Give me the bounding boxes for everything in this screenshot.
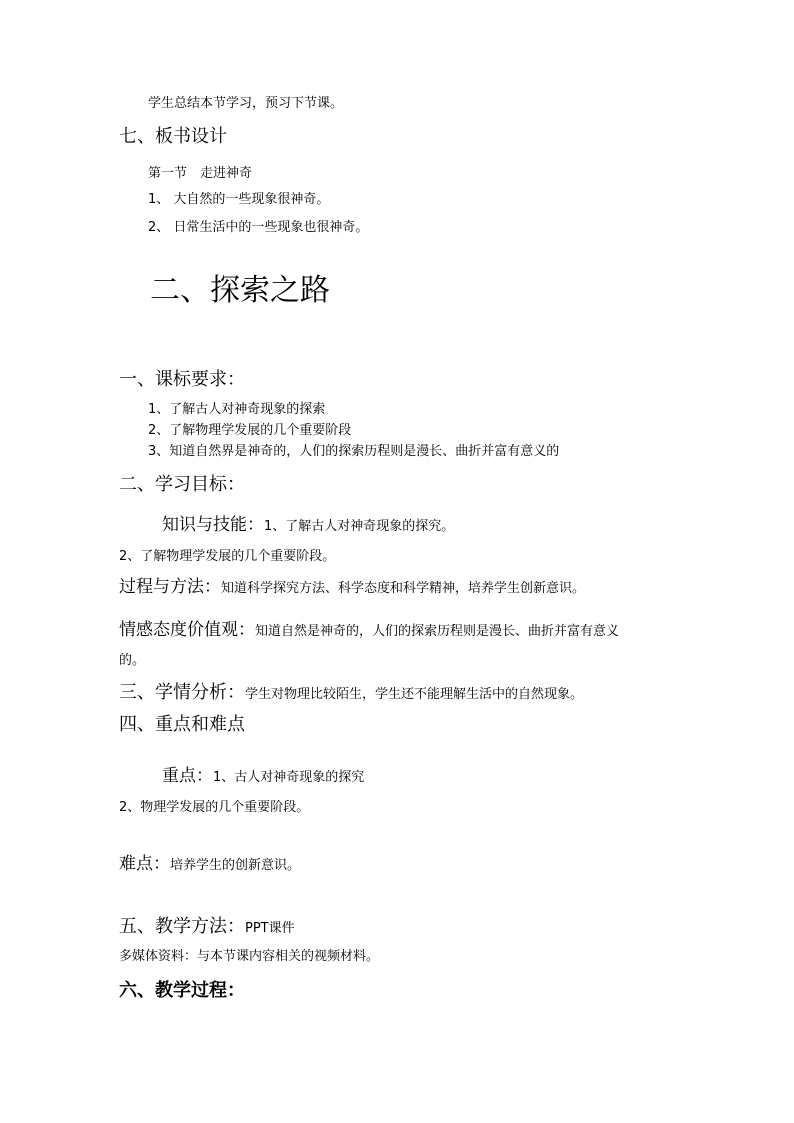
requirement-item-3: 3、知道自然界是神奇的，人们的探索历程则是漫长、曲折并富有意义的 — [148, 444, 560, 459]
key-points-text-2: 2、物理学发展的几个重要阶段。 — [119, 800, 310, 815]
process-methods-text: 知道科学探究方法、科学态度和科学精神，培养学生创新意识。 — [221, 581, 586, 596]
teaching-method-heading: 五、教学方法： — [119, 916, 245, 937]
summary-text: 学生总结本节学习，预习下节课。 — [148, 96, 344, 111]
key-points-label: 重点： — [162, 766, 213, 786]
requirement-item-1: 1、了解古人对神奇现象的探索 — [148, 402, 326, 417]
teaching-process-heading: 六、教学过程： — [119, 980, 245, 1001]
process-methods-label: 过程与方法： — [119, 577, 221, 597]
emotion-values-text-2: 的。 — [119, 653, 146, 668]
board-item-1: 1、 大自然的一些现象很神奇。 — [148, 192, 330, 207]
knowledge-skills-text-2: 2、了解物理学发展的几个重要阶段。 — [119, 549, 336, 564]
emotion-values-text: 知道自然是神奇的，人们的探索历程则是漫长、曲折并富有意义 — [255, 624, 620, 639]
board-heading: 第一节 走进神奇 — [148, 166, 253, 181]
curriculum-requirements-heading: 一、课标要求： — [119, 369, 245, 390]
emotion-values-label: 情感态度价值观： — [119, 620, 255, 640]
difficult-points-line — [119, 856, 300, 873]
knowledge-skills-text: 1、了解古人对神奇现象的探究。 — [264, 519, 455, 534]
key-points-line — [162, 768, 364, 785]
emotion-values-line — [119, 622, 619, 639]
learner-analysis-line — [119, 684, 583, 702]
key-difficult-heading: 四、重点和难点 — [119, 714, 245, 735]
learning-goals-heading: 二、学习目标： — [119, 474, 245, 495]
difficult-points-label: 难点： — [119, 854, 170, 874]
knowledge-skills-label: 知识与技能： — [162, 515, 264, 535]
teaching-method-line — [119, 918, 295, 936]
learner-analysis-heading: 三、学情分析： — [119, 682, 245, 703]
learner-analysis-text: 学生对物理比较陌生，学生还不能理解生活中的自然现象。 — [245, 687, 584, 702]
multimedia-materials: 多媒体资料：与本节课内容相关的视频材料。 — [119, 949, 380, 964]
board-item-2: 2、 日常生活中的一些现象也很神奇。 — [148, 220, 369, 235]
chapter-title: 二、探索之路 — [150, 273, 330, 308]
teaching-method-text: PPT课件 — [245, 921, 295, 936]
knowledge-skills-line — [162, 517, 454, 534]
key-points-text: 1、古人对神奇现象的探究 — [213, 770, 365, 785]
requirement-item-2: 2、了解物理学发展的几个重要阶段 — [148, 423, 352, 438]
section-board-design-heading: 七、板书设计 — [119, 126, 227, 147]
process-methods-line — [119, 579, 585, 596]
difficult-points-text: 培养学生的创新意识。 — [170, 858, 301, 873]
